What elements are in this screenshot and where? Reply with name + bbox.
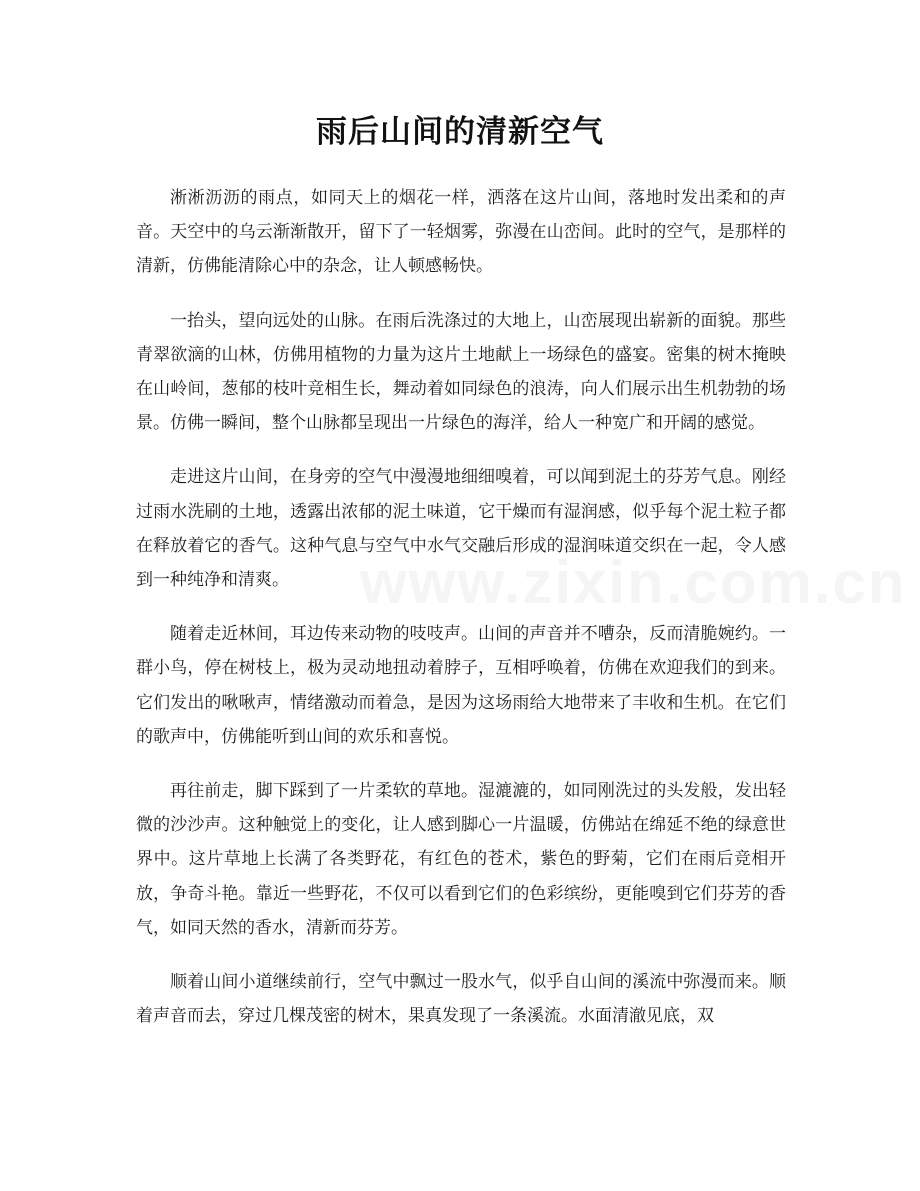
paragraph-3: 走进这片山间，在身旁的空气中漫漫地细细嗅着，可以闻到泥土的芬芳气息。刚经过雨水洗刷的土地，透露出浓郁的泥土味道，它干燥而有湿润感，似乎每个泥土粒子都在释放着它的香气。这种气息与空气中水气交融后形成的湿润味道交织在一起，令人感到一种纯净和清爽。	[136, 467, 786, 591]
paragraph-1: 淅淅沥沥的雨点，如同天上的烟花一样，洒落在这片山间，落地时发出柔和的声音。天空中的乌云渐渐散开，留下了一轻烟雾，弥漫在山峦间。此时的空气，是那样的清新，仿佛能清除心中的杂念，让人顿感畅快。	[136, 188, 786, 277]
paragraph-2: 一抬头，望向远处的山脉。在雨后洗涤过的大地上，山峦展现出崭新的面貌。那些青翠欲滴的山林，仿佛用植物的力量为这片土地献上一场绿色的盛宴。密集的树木掩映在山岭间，葱郁的枝叶竞相生长，舞动着如同绿色的浪涛，向人们展示出生机勃勃的场景。仿佛一瞬间，整个山脉都呈现出一片绿色的海洋，给人一种宽广和开阔的感觉。	[136, 310, 786, 434]
paragraph-4: 随着走近林间，耳边传来动物的吱吱声。山间的声音并不嘈杂，反而清脆婉约。一群小鸟，停在树枝上，极为灵动地扭动着脖子，互相呼唤着，仿佛在欢迎我们的到来。它们发出的啾啾声，情绪激动而着急，是因为这场雨给大地带来了丰收和生机。在它们的歌声中，仿佛能听到山间的欢乐和喜悦。	[136, 624, 786, 747]
watermark-text: www.zixin.com.cn	[360, 549, 907, 616]
document-title: 雨后山间的清新空气	[316, 114, 604, 150]
document-body	[136, 181, 786, 1053]
paragraph-5: 再往前走，脚下踩到了一片柔软的草地。湿漉漉的，如同刚洗过的头发般，发出轻微的沙沙声。这种触觉上的变化，让人感到脚心一片温暖，仿佛站在绵延不绝的绿意世界中。这片草地上长满了各类野花，有红色的苍术，紫色的野菊，它们在雨后竞相开放，争奇斗艳。靠近一些野花，不仅可以看到它们的色彩缤纷，更能嗅到它们芬芳的香气，如同天然的香水，清新而芬芳。	[136, 781, 786, 938]
paragraph-6: 顺着山间小道继续前行，空气中飘过一股水气，似乎自山间的溪流中弥漫而来。顺着声音而去，穿过几棵茂密的树木，果真发现了一条溪流。水面清澈见底，双	[136, 972, 786, 1027]
